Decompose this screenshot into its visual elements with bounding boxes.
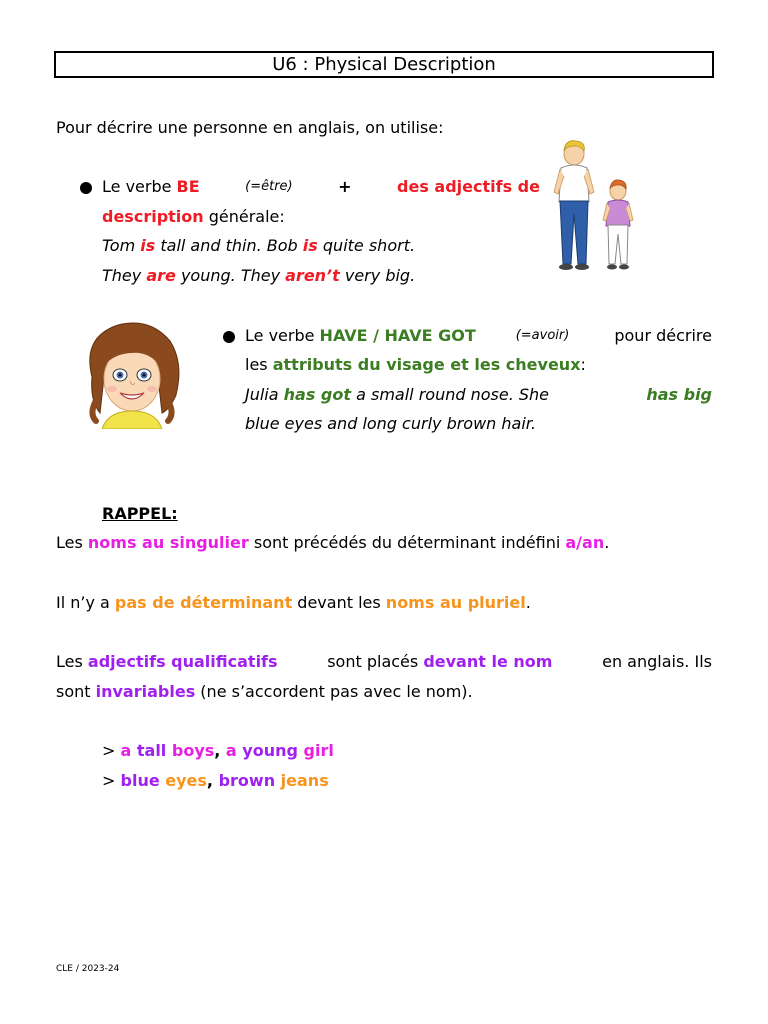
footer-text: CLE / 2023-24 (56, 964, 120, 974)
julia-illustration (78, 317, 186, 429)
have-example-1: Julia has got a small round nose. She has big (245, 385, 712, 404)
have-line-1: Le verbe HAVE / HAVE GOT (=avoir) pour décrire (245, 326, 712, 345)
rappel-example-1: > a tall boys, a young girl (102, 741, 334, 760)
tom-bob-illustration (552, 136, 642, 274)
have-line-2: les attributs du visage et les cheveux: (245, 355, 586, 374)
have-example-2: blue eyes and long curly brown hair. (245, 414, 536, 433)
bullet-have (223, 331, 235, 343)
be-example-2: They are young. They aren’t very big. (102, 266, 416, 285)
rappel-rule-4: sont invariables (ne s’accordent pas avec le nom). (56, 682, 473, 701)
rappel-example-2: > blue eyes, brown jeans (102, 771, 329, 790)
rappel-rule-2: Il n’y a pas de déterminant devant les noms au pluriel. (56, 593, 531, 612)
be-line-1: Le verbe BE (=être) + des adjectifs de (102, 177, 540, 196)
rappel-rule-3: Les adjectifs qualificatifs sont placés devant le nom en anglais. Ils (56, 652, 712, 671)
intro-text: Pour décrire une personne en anglais, on utilise: (56, 118, 444, 137)
be-example-1: Tom is tall and thin. Bob is quite short. (102, 236, 416, 255)
page-title: U6 : Physical Description (54, 51, 714, 78)
bullet-be (80, 182, 92, 194)
be-line-2: description générale: (102, 207, 285, 226)
rappel-rule-1: Les noms au singulier sont précédés du déterminant indéfini a/an. (56, 533, 610, 552)
rappel-heading: RAPPEL: (102, 504, 178, 523)
